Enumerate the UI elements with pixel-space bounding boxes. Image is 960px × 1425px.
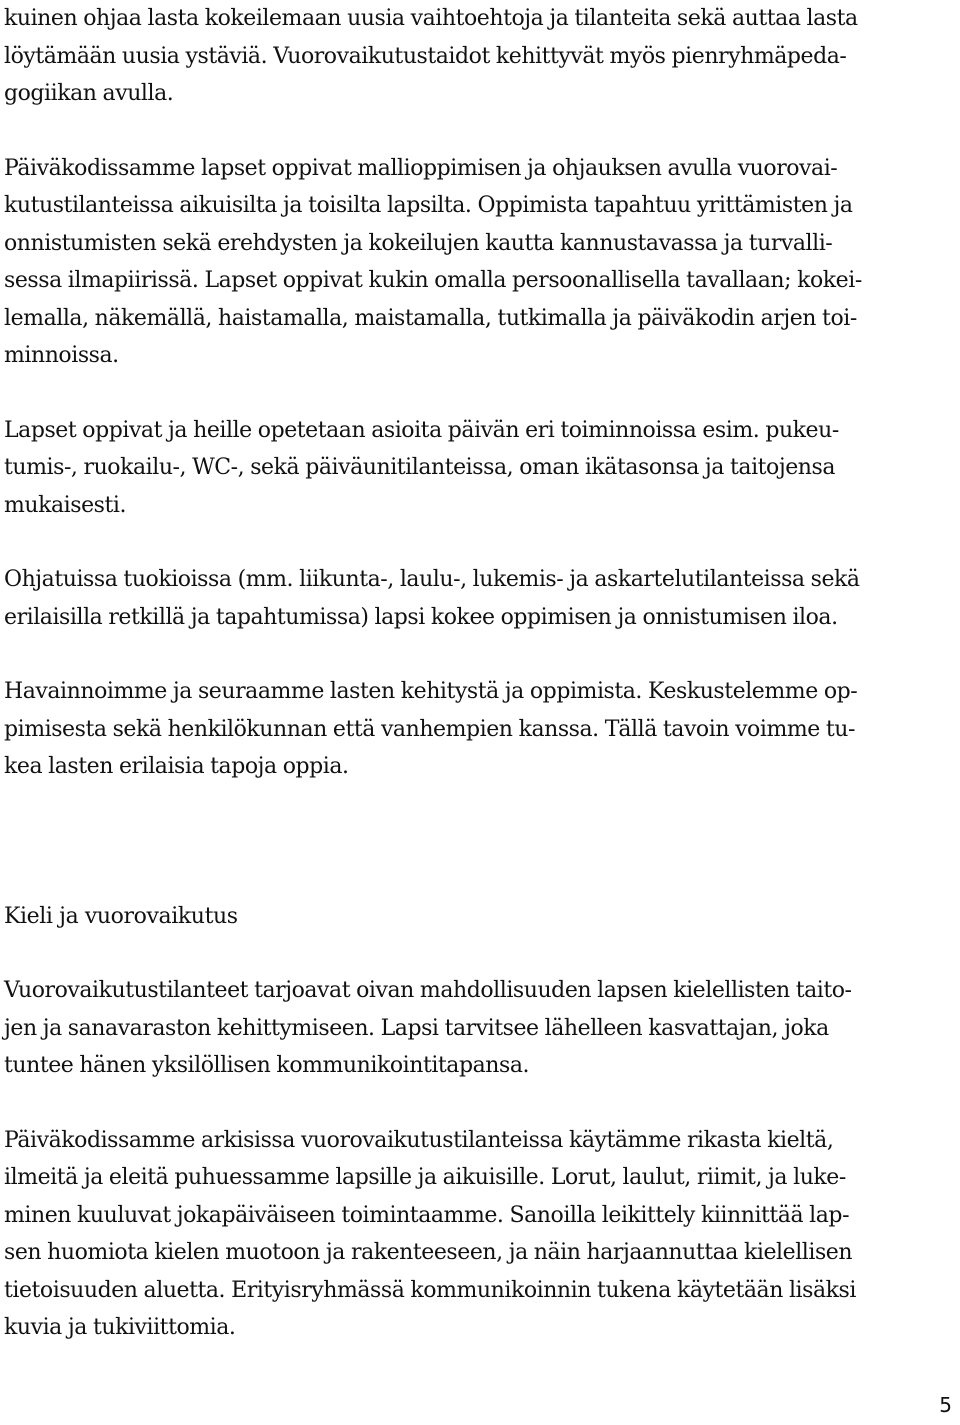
- document-page: [4, 0, 954, 1347]
- text-line: pimisesta sekä henkilökunnan että vanhempien kanssa. Tällä tavoin voimme tu-: [4, 716, 855, 742]
- section-paragraph-2: [4, 1122, 954, 1347]
- text-line: tietoisuuden aluetta. Erityisryhmässä kommunikoinnin tukena käytetään lisäksi: [4, 1277, 856, 1303]
- paragraph-4: [4, 561, 954, 636]
- text-line: Ohjatuissa tuokioissa (mm. liikunta-, laulu-, lukemis- ja askartelutilanteissa sekä: [4, 567, 860, 592]
- paragraph-gap: [4, 113, 954, 150]
- text-line: Päiväkodissamme arkisissa vuorovaikutustilanteissa käytämme rikasta kieltä,: [4, 1127, 834, 1153]
- text-line: löytämään uusia ystäviä. Vuorovaikutustaidot kehittyvät myös pienryhmäpeda-: [4, 43, 847, 69]
- text-line: Havainnoimme ja seuraamme lasten kehitystä ja oppimista. Keskustelemme op-: [4, 679, 858, 704]
- paragraph-1: [4, 0, 954, 113]
- text-line: kea lasten erilaisia tapoja oppia.: [4, 754, 349, 779]
- text-line: sen huomiota kielen muotoon ja rakenteeseen, ja näin harjaannuttaa kielellisen: [4, 1240, 853, 1265]
- text-line: tuntee hänen yksilöllisen kommunikointitapansa.: [4, 1053, 530, 1078]
- paragraph-gap: [4, 1085, 954, 1122]
- text-line: kutustilanteissa aikuisilta ja toisilta lapsilta. Oppimista tapahtuu yrittämisten ja: [4, 193, 853, 218]
- text-line: sessa ilmapiirissä. Lapset oppivat kukin omalla persoonallisella tavallaan; kokei-: [4, 268, 862, 293]
- text-line: Päiväkodissamme lapset oppivat mallioppimisen ja ohjauksen avulla vuorovai-: [4, 155, 838, 181]
- text-line: kuvia ja tukiviittomia.: [4, 1315, 236, 1340]
- heading-gap: [4, 935, 954, 972]
- paragraph-gap: [4, 524, 954, 561]
- text-line: gogiikan avulla.: [4, 81, 174, 106]
- text-line: minnoissa.: [4, 343, 119, 368]
- text-line: erilaisilla retkillä ja tapahtumissa) lapsi kokee oppimisen ja onnistumisen iloa.: [4, 604, 838, 630]
- text-line: onnistumisten sekä erehdysten ja kokeilujen kautta kannustavassa ja turvalli-: [4, 230, 833, 256]
- paragraph-gap: [4, 636, 954, 673]
- text-line: Vuorovaikutustilanteet tarjoavat oivan mahdollisuuden lapsen kielellisten taito-: [4, 978, 852, 1003]
- text-line: minen kuuluvat jokapäiväiseen toimintaamme. Sanoilla leikittely kiinnittää lap-: [4, 1202, 850, 1228]
- text-line: mukaisesti.: [4, 492, 127, 518]
- section-gap: [4, 786, 954, 898]
- text-line: ilmeitä ja eleitä puhuessamme lapsille ja aikuisille. Lorut, laulut, riimit, ja luke-: [4, 1165, 846, 1190]
- paragraph-5: [4, 673, 954, 786]
- text-line: jen ja sanavaraston kehittymiseen. Lapsi tarvitsee lähelleen kasvattajan, joka: [4, 1015, 829, 1041]
- paragraph-2: [4, 150, 954, 375]
- text-line: kuinen ohjaa lasta kokeilemaan uusia vaihtoehtoja ja tilanteita sekä auttaa lasta: [4, 6, 858, 31]
- page-number: 5: [939, 1393, 952, 1417]
- section-paragraph-1: [4, 972, 954, 1085]
- text-line: tumis-, ruokailu-, WC-, sekä päiväunitilanteissa, oman ikätasonsa ja taitojensa: [4, 455, 836, 480]
- paragraph-gap: [4, 375, 954, 412]
- section-heading: Kieli ja vuorovaikutus: [4, 903, 238, 929]
- text-line: Lapset oppivat ja heille opetetaan asioita päivän eri toiminnoissa esim. pukeu-: [4, 417, 839, 443]
- paragraph-3: [4, 412, 954, 525]
- text-line: lemalla, näkemällä, haistamalla, maistamalla, tutkimalla ja päiväkodin arjen toi-: [4, 305, 857, 331]
